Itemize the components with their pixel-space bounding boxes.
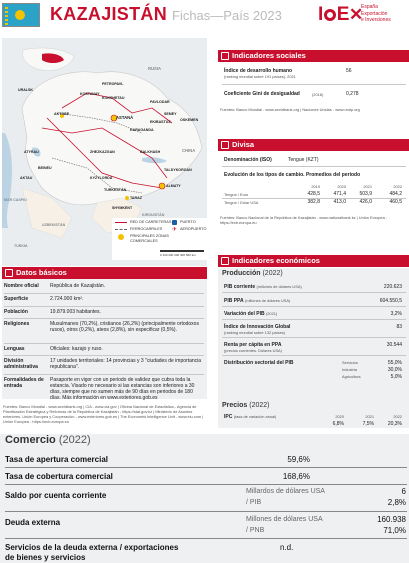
innovation-label: Índice de Innovación Global <box>224 324 291 330</box>
section-header-basic-data: Datos básicos <box>2 267 207 279</box>
divider <box>5 467 407 468</box>
currency-icon <box>221 141 229 149</box>
divider <box>4 318 204 319</box>
gini-value: 0,278 <box>346 91 359 97</box>
external-debt-ratio-label: / PNB <box>246 527 265 534</box>
basic-data-value: Musulmanes (70,2%), cristianos (26,2%) (principalmente ortodoxos rusos), otros (0,2%), ateos (2,8%), sin especificar (0,5%). <box>50 321 199 333</box>
rate-value: 460,5 <box>389 199 402 205</box>
basic-data-value: República de Kazajistán. <box>50 283 106 289</box>
map-label-pavlodar: PAVLODAR <box>150 100 170 104</box>
divider <box>222 306 406 307</box>
map-label-ekibastuz: EKIBASTUZ <box>150 120 171 124</box>
production-title: Producción (2022) <box>222 270 283 277</box>
chart-icon <box>221 257 229 265</box>
year-header: 2020 <box>337 184 346 189</box>
people-icon <box>221 52 229 60</box>
cpi-year: 2020 <box>335 414 344 419</box>
basic-data-value: Oficiales: kazajo y ruso. <box>50 346 103 352</box>
sector-label: Servicios <box>342 360 358 365</box>
basic-data-value: 2.724.900 km². <box>50 296 84 302</box>
map-label-kokshetau: KOKSHETAU <box>102 96 125 100</box>
section-header-economic: Indicadores económicos <box>218 255 409 267</box>
map-label-balkhash: BALKHASH <box>140 150 161 154</box>
info-icon <box>5 269 13 277</box>
debt-service-label: Servicios de la deuda externa / exportaciones <box>5 543 179 552</box>
icex-logo: I E✕ <box>318 4 363 25</box>
rate-value: 484,2 <box>389 191 402 197</box>
port-icon <box>172 220 177 225</box>
map-label-astana: ASTANÁ <box>116 115 134 120</box>
country-title: KAZAJISTÁN <box>50 4 168 24</box>
innovation-value: 83 <box>396 324 402 330</box>
map-label-china: CHINA <box>182 148 196 153</box>
map-label-turkmenistan: TURKM. <box>14 244 28 248</box>
icex-logo-text: España Exportación e Inversiones <box>361 4 391 24</box>
basic-data-label: Lenguas <box>4 346 25 352</box>
gdp-ppp-value: 604.550,5 <box>379 298 402 304</box>
cpi-value: 7,5% <box>362 421 374 427</box>
divider <box>4 306 204 307</box>
divider <box>222 319 406 320</box>
rate-value: 426,0 <box>359 199 372 205</box>
divider <box>222 292 406 293</box>
legend-port: PUERTO <box>180 220 196 224</box>
map-label-turkestan: TURKESTÁN <box>104 188 127 192</box>
hdi-label: Índice de desarrollo humano <box>224 68 293 74</box>
sector-value: 55,0% <box>387 360 402 366</box>
sector-label: Agricultura <box>342 374 361 379</box>
roads-legend-swatch <box>115 222 127 223</box>
divider <box>4 355 204 356</box>
kazakhstan-flag-icon <box>2 3 40 27</box>
cpi-row: IPC (tasa de variación anual) <box>224 414 277 420</box>
current-account-ratio-value: 2,8% <box>387 498 406 507</box>
rate-value: 413,0 <box>333 199 346 205</box>
map-label-kostanay: KOSTANAY <box>80 92 100 96</box>
year-header: 2019 <box>311 184 320 189</box>
country-map <box>2 38 207 266</box>
divider <box>222 166 406 167</box>
gdp-value: 220.623 <box>383 284 402 290</box>
basic-data-label: Nombre oficial <box>4 283 39 289</box>
scale-bar <box>160 250 204 252</box>
map-legend <box>112 218 207 260</box>
rate-row-label: Tengue / Dólar USA <box>224 200 259 205</box>
rate-value: 382,8 <box>307 199 320 205</box>
divider <box>5 484 407 485</box>
gdp-ppp-row: PIB PPA (millones de dólares USA) <box>224 298 291 304</box>
debt-service-value: n.d. <box>280 543 294 552</box>
basic-data-value: 17 unidades territoriales: 14 provincias y 3 "ciudades de importancia republicana". <box>50 358 202 370</box>
map-label-karaganda: KARAGANDA <box>130 128 154 132</box>
basic-data-value: 19.879.003 habitantes. <box>50 309 101 315</box>
map-label-uralsk: URALSK <box>18 88 33 92</box>
hdi-value: 56 <box>346 68 352 74</box>
map-label-aktau: AKTAU <box>20 176 33 180</box>
map-label-petropavl: PETROPAVL <box>102 82 124 86</box>
rail-legend-swatch <box>115 229 127 230</box>
map-label-taraz: TARAZ <box>130 196 142 200</box>
basic-data-label: Superficie <box>4 296 29 302</box>
gdp-per-capita-value: 30.544 <box>386 342 402 348</box>
map-label-kyrgyzstan: KIRGUISTÁN <box>142 213 165 217</box>
trade-openness-value: 59,6% <box>287 455 310 464</box>
divider <box>5 511 407 512</box>
divider <box>222 84 406 85</box>
header-subtitle: Fichas—País 2023 <box>172 8 282 23</box>
map-label-oskemen: OSKEMEN <box>180 118 199 122</box>
section-header-social: Indicadores sociales <box>218 50 409 62</box>
cpi-year: 2021 <box>365 414 374 419</box>
gini-label: Coeficiente Gini de desigualdad <box>224 91 300 97</box>
map-label-shymkent: SHYMKENT <box>112 206 133 210</box>
divider <box>4 343 204 344</box>
sector-label: Industria <box>342 367 357 372</box>
basic-data-label: Formalidades de entrada <box>4 377 44 389</box>
cpi-year: 2022 <box>393 414 402 419</box>
divider <box>5 538 407 539</box>
map-label-russia: RUSIA <box>148 66 162 71</box>
current-account-ratio-label: / PIB <box>246 499 262 506</box>
currency-denomination-label: Denominación (ISO) <box>224 157 272 163</box>
basic-data-label: Población <box>4 309 28 315</box>
gini-note: (2018) <box>312 92 324 97</box>
divider <box>4 293 204 294</box>
innovation-note: (ranking mundial sobre 132 países) <box>224 330 285 335</box>
social-source: Fuentes: Banco Mundial - www.worldbank.org | Naciones Unidas - www.undp.org <box>220 107 360 112</box>
map-label-aktobe: AKTOBE <box>54 112 70 116</box>
currency-source: Fuentes: Banco Nacional de la República de Kazajistán - www.nationalbank.kz | Unión Europea - https://ecb.europa.eu <box>220 215 388 225</box>
flag-sun <box>15 10 25 20</box>
divider <box>222 355 406 356</box>
flag-ornament <box>5 7 8 25</box>
basic-data-label: Religiones <box>4 321 30 327</box>
rate-value: 471,4 <box>333 191 346 197</box>
map-label-uzbekistan: UZBEKISTÁN <box>42 223 66 227</box>
external-debt-ratio-value: 71,0% <box>383 526 406 535</box>
cpi-value: 20,3% <box>387 421 402 427</box>
map-label-kyzylorda: KYZYLORDA <box>90 176 113 180</box>
legend-zones: PRINCIPALES ZONAS COMERCIALES <box>130 234 169 243</box>
current-account-unit: Millardos de dólares USA <box>246 488 325 495</box>
gdp-row: PIB corriente (millones de dólares USA) <box>224 284 302 290</box>
external-debt-value: 160.938 <box>377 515 406 524</box>
trade-title: Comercio (2022) <box>5 434 91 446</box>
page-header <box>0 0 409 30</box>
airport-icon: ✈ <box>172 227 178 233</box>
trade-coverage-value: 168,6% <box>282 472 310 481</box>
hdi-note: (ranking mundial sobre 191 países), 2021 <box>224 74 296 79</box>
year-header: 2022 <box>393 184 402 189</box>
zones-legend-swatch <box>118 234 124 240</box>
exchange-rate-title: Evolución de los tipos de cambio. Promedios del período <box>224 172 361 178</box>
trade-coverage-label: Tasa de cobertura comercial <box>5 472 113 481</box>
divider <box>222 337 406 338</box>
map-label-almaty: ALMATY <box>166 184 181 188</box>
gdp-per-capita-label: Renta per cápita en PPA <box>224 342 282 348</box>
map-label-beineu: BEINEU <box>38 166 52 170</box>
prices-title: Precios (2022) <box>222 402 270 409</box>
map-label-caspian: MAR CASPIO <box>4 198 27 202</box>
rate-row-label: Tengue / Euro <box>224 192 249 197</box>
legend-rail: FERROCARRILES <box>130 227 163 231</box>
rate-value: 428,5 <box>307 191 320 197</box>
section-header-currency: Divisa <box>218 139 409 151</box>
year-header: 2021 <box>363 184 372 189</box>
current-account-value: 6 <box>401 487 406 496</box>
legend-scale: 0 100 200 300 400 500 km <box>160 253 196 257</box>
basic-data-source: Fuentes: Banco Mundial - www.worldbank.org | CIA - www.cia.gov | Oficina Nacional de Estadística - Agencia de Planificación Estratégica y Reformas de la República de Kazajistán - https://stat.gov.kz | Ministerio de Asuntos exteriores, Unión Europea y Cooperación - www.exteriores.gob.es | The Economist Intelligence Unit - www.eiu.com | Unión Europea - https://ecb.europa.eu <box>3 404 204 424</box>
divider <box>4 374 204 375</box>
gdp-growth-row: Variación del PIB (2021) <box>224 311 278 317</box>
trade-openness-label: Tasa de apertura comercial <box>5 455 109 464</box>
map-label-atyrau: ATYRAU <box>24 150 39 154</box>
currency-denomination-value: Tengue (KZT) <box>288 157 319 163</box>
current-account-label: Saldo por cuenta corriente <box>5 491 107 500</box>
gdp-per-capita-note: (precios corrientes. Dólares USA) <box>224 348 282 353</box>
map-label-semey: SEMEY <box>164 112 177 116</box>
cpi-value: 6,8% <box>332 421 344 427</box>
map-label-zhezkazgan: ZHEZKAZGAN <box>90 150 115 154</box>
external-debt-unit: Millones de dólares USA <box>246 516 323 523</box>
legend-airport: AEROPUERTO <box>180 227 207 231</box>
debt-service-label-2: de bienes y servicios <box>5 553 86 562</box>
basic-data-value: Pasaporte en vigor con un periodo de validez que cubra toda la estancia. Visado no necesario si las estancias son inferiores a 30 días, siempre que no sumen más de 90 días en periodos de 180 días. Más información en www.exteriores.gob.es <box>50 377 195 401</box>
external-debt-label: Deuda externa <box>5 518 61 527</box>
map-label-taldykorgan: TALDYKORGAN <box>164 168 192 172</box>
sector-value: 5,0% <box>390 374 402 380</box>
legend-roads: RED DE CARRETERAS <box>130 220 172 224</box>
sector-distribution-label: Distribución sectorial del PIB <box>224 360 294 366</box>
sector-value: 30,0% <box>387 367 402 373</box>
basic-data-label: División administrativa <box>4 358 38 370</box>
gdp-growth-value: 3,2% <box>390 311 402 317</box>
rate-value: 503,9 <box>359 191 372 197</box>
